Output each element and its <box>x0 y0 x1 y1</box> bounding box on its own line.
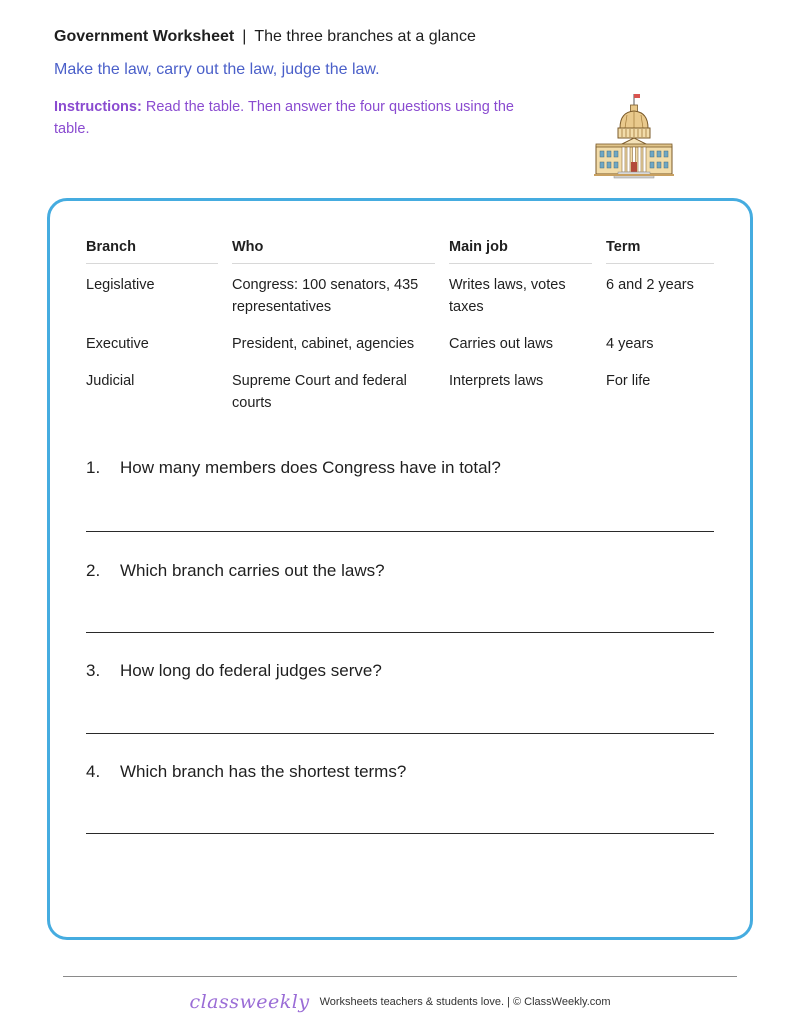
question-4 <box>86 761 406 783</box>
instructions <box>54 96 534 140</box>
capitol-building-icon <box>592 92 676 180</box>
header-separator: | <box>242 28 247 45</box>
question-text: How many members does Congress have in total? <box>120 458 501 477</box>
worksheet-header <box>54 27 476 47</box>
answer-line-3[interactable] <box>86 733 714 734</box>
question-number: 3. <box>86 661 101 680</box>
worksheet-subtitle: Make the law, carry out the law, judge the law. <box>54 61 380 78</box>
footer-tagline: Worksheets teachers & students love. | © ClassWeekly.com <box>319 996 611 1009</box>
table-header-who: Who <box>232 236 435 264</box>
footer-divider <box>63 976 737 977</box>
table-cell: Supreme Court and federal courts <box>232 373 407 411</box>
question-text: Which branch carries out the laws? <box>120 561 385 580</box>
table-cell: Congress: 100 senators, 435 representatives <box>232 277 419 315</box>
table-cell: Interprets laws <box>449 373 544 389</box>
question-2 <box>86 560 385 582</box>
table-cell: For life <box>606 373 651 389</box>
table-header-branch: Branch <box>86 236 218 264</box>
question-text: How long do federal judges serve? <box>120 661 382 680</box>
table-row <box>86 269 714 318</box>
table-header-row <box>86 236 714 269</box>
table-cell: Legislative <box>86 277 155 293</box>
table-cell: 6 and 2 years <box>606 277 694 293</box>
worksheet-title: The three branches at a glance <box>254 28 476 45</box>
table-row <box>86 327 714 355</box>
question-text: Which branch has the shortest terms? <box>120 762 407 781</box>
question-number: 1. <box>86 458 101 477</box>
table-header-main-job: Main job <box>449 236 592 264</box>
table-cell: Carries out laws <box>449 336 553 352</box>
question-1 <box>86 457 501 479</box>
table-cell: Writes laws, votes taxes <box>449 277 566 315</box>
table-cell: 4 years <box>606 336 654 352</box>
question-number: 2. <box>86 561 101 580</box>
table-header-term: Term <box>606 236 714 264</box>
footer <box>0 990 800 1014</box>
answer-line-4[interactable] <box>86 833 714 834</box>
answer-line-2[interactable] <box>86 632 714 633</box>
table-row <box>86 364 714 414</box>
classweekly-logo: classweekly <box>189 991 310 1014</box>
branches-table <box>86 236 714 423</box>
question-number: 4. <box>86 762 101 781</box>
table-cell: Executive <box>86 336 149 352</box>
worksheet-brand: Government Worksheet <box>54 28 235 45</box>
instructions-lead: Instructions: <box>54 99 142 115</box>
table-cell: President, cabinet, agencies <box>232 336 415 352</box>
question-3 <box>86 660 382 682</box>
table-cell: Judicial <box>86 373 135 389</box>
answer-line-1[interactable] <box>86 531 714 532</box>
instructions-text: Read the table. Then answer the four questions using the table. <box>54 99 514 137</box>
